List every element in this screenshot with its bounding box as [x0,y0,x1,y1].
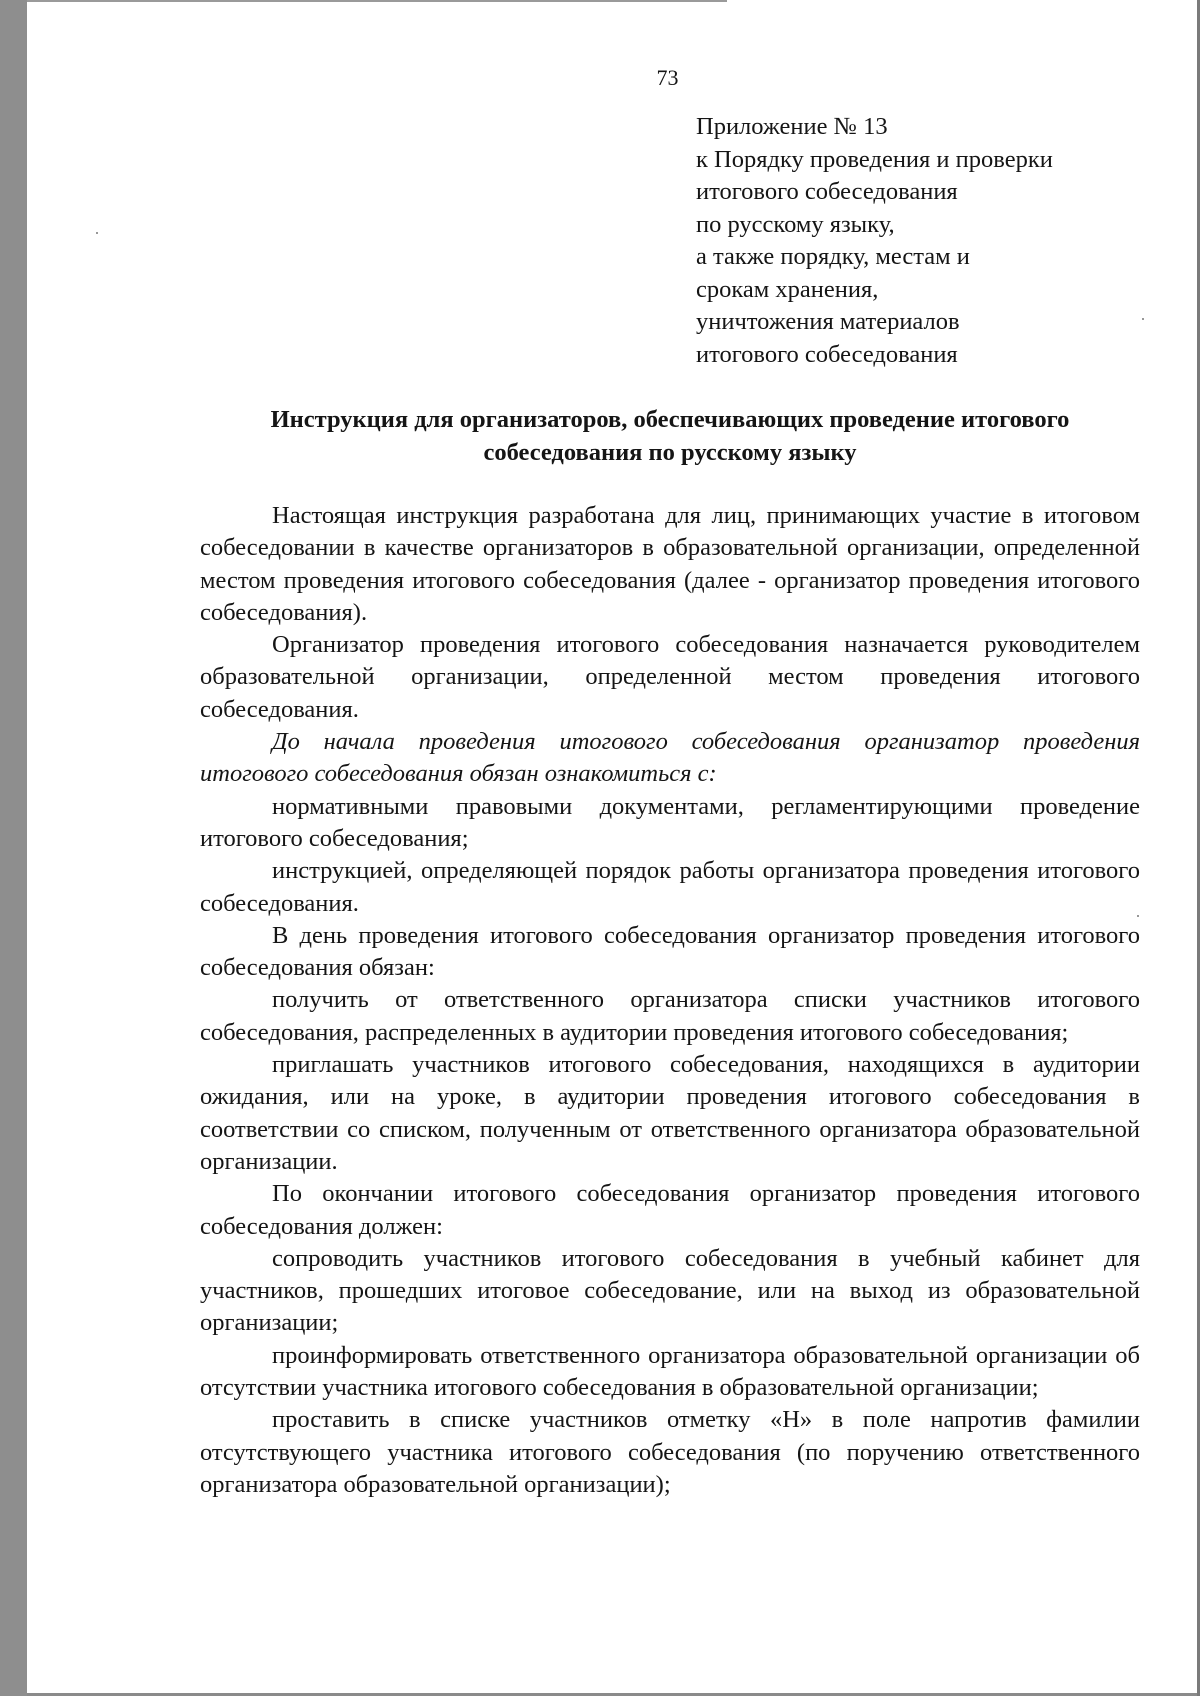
page-number: 73 [656,65,679,90]
paragraph: В день проведения итогового собеседования организатор проведения итогового собеседования обязан: [200,921,1140,982]
scan-speck [96,232,98,234]
appendix-line: по русскому языку, [696,210,895,238]
document-title [200,403,1140,469]
scan-left-edge [0,0,27,1696]
paragraph-italic: До начала проведения итогового собеседования организатор проведения итогового собеседования обязан ознакомиться с: [200,728,1140,788]
document-body [200,500,1140,1501]
appendix-line: срокам хранения, [696,275,879,303]
appendix-line: уничтожения материалов [696,308,960,335]
paragraph: Настоящая инструкция разработана для лиц, принимающих участие в итоговом собеседовании в качестве организаторов в образовательной организации, определенной местом проведения итогового собеседования (далее - организатор проведения итогового собеседования). [200,502,1140,626]
paragraph: сопроводить участников итогового собеседования в учебный кабинет для участников, прошедших итоговое собеседование, или на выход из образовательной организации; [200,1244,1140,1337]
paragraph: нормативными правовыми документами, регламентирующими проведение итогового собеседования; [200,792,1140,852]
scan-top-edge [27,0,727,2]
paragraph: получить от ответственного организатора списки участников итогового собеседования, распределенных в аудитории проведения итогового собеседования; [200,986,1140,1046]
paragraph: инструкцией, определяющей порядок работы организатора проведения итогового собеседования. [200,857,1140,917]
appendix-line: к Порядку проведения и проверки [696,145,1053,173]
paragraph: проставить в списке участников отметку «Н» в поле напротив фамилии отсутствующего участника итогового собеседования (по поручению ответственного организатора образовательной организации); [200,1406,1140,1498]
appendix-line: Приложение № 13 [696,113,888,140]
appendix-line: а также порядку, местам и [696,243,970,270]
paragraph: По окончании итогового собеседования организатор проведения итогового собеседования должен: [200,1180,1140,1240]
appendix-line: итогового собеседования [696,178,958,205]
document-title-line: Инструкция для организаторов, обеспечивающих проведение итогового [270,406,1070,433]
document-title-line: собеседования по русскому языку [483,439,857,466]
appendix-line: итогового собеседования [696,340,958,368]
paragraph: Организатор проведения итогового собеседования назначается руководителем образовательной организации, определенной местом проведения итогового собеседования. [200,631,1140,723]
appendix-note [696,111,1176,371]
paragraph: проинформировать ответственного организатора образовательной организации об отсутствии участника итогового собеседования в образовательной организации; [200,1341,1140,1402]
paragraph: приглашать участников итогового собеседования, находящихся в аудитории ожидания, или на уроке, в аудитории проведения итогового собеседования в соответствии со списком, полученным от ответственного организатора образовательной организации. [200,1051,1140,1175]
